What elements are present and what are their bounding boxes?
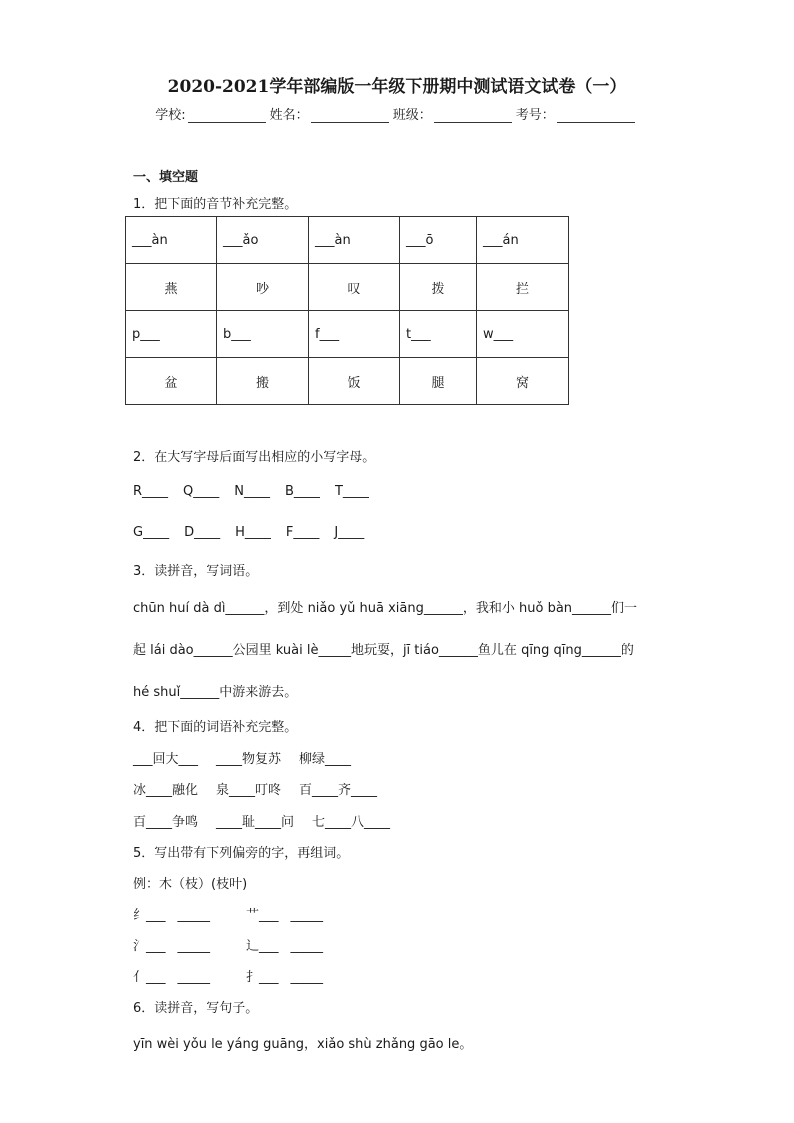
word-blank[interactable]: _____ [177,908,211,923]
table-cell[interactable]: t___ [400,311,477,358]
letter-blank[interactable]: H____ [235,525,271,540]
q3-line-2[interactable]: 起 lái dào______公园里 kuài lè_____地玩耍，jī tiáo______鱼儿在 qīng qīng______的 [133,643,634,658]
idiom-blank[interactable]: 百____齐____ [299,783,378,798]
q5-row-3 [133,966,323,985]
table-cell: 窝 [477,358,569,405]
table-cell: 拦 [477,264,569,311]
word-blank[interactable]: _____ [177,970,211,985]
class-blank[interactable] [434,108,512,123]
exam-title: 2020-2021学年部编版一年级下册期中测试语文试卷（一） [167,77,627,97]
section-fill-in: 一、填空题 [133,170,199,185]
word-blank[interactable]: _____ [290,939,324,954]
letter-blank[interactable]: T____ [334,484,369,499]
q3-line-1[interactable]: chūn huí dà dì______，到处 niǎo yǔ huā xiāng______，我和小 huǒ bàn______们一 [133,601,638,616]
table-cell: 拨 [400,264,477,311]
q2-row-2 [133,525,364,540]
table-cell: 叹 [309,264,400,311]
school-blank[interactable] [188,108,266,123]
q4-row-3 [133,811,390,830]
radical-blank[interactable]: 纟___ [133,908,166,923]
radical-blank[interactable]: 亻___ [133,970,166,985]
radical-blank[interactable]: 艹___ [246,908,279,923]
table-cell[interactable]: ___án [477,217,569,264]
q6-pinyin-line: yīn wèi yǒu le yáng guāng，xiǎo shù zhǎng gāo le。 [133,1037,473,1052]
table-cell[interactable]: ___àn [126,217,217,264]
letter-blank[interactable]: N____ [234,484,271,499]
idiom-blank[interactable]: ___回大___ [133,752,199,767]
letter-blank[interactable]: G____ [133,525,170,540]
idiom-blank[interactable]: 柳绿____ [299,752,352,767]
table-cell: 吵 [217,264,309,311]
word-blank[interactable]: _____ [290,970,324,985]
table-cell[interactable]: ___ǎo [217,217,309,264]
name-blank[interactable] [311,108,389,123]
letter-blank[interactable]: D____ [184,525,221,540]
table-cell: 搬 [217,358,309,405]
student-info-line [0,104,794,123]
table-cell: 腿 [400,358,477,405]
q2-row-1 [133,484,369,499]
idiom-blank[interactable]: ____物复苏 [216,752,282,767]
table-cell[interactable]: ___àn [309,217,400,264]
letter-blank[interactable]: F____ [285,525,320,540]
number-label: 考号： [515,108,555,123]
q4-prompt: 4．把下面的词语补充完整。 [133,720,298,735]
table-cell: 饭 [309,358,400,405]
table-row [126,311,569,358]
q4-row-2 [133,779,377,798]
idiom-blank[interactable]: ____耻____问 [216,815,295,830]
table-cell[interactable]: ___ō [400,217,477,264]
q5-row-2 [133,935,323,954]
table-cell: 盆 [126,358,217,405]
table-row [126,358,569,405]
table-cell[interactable]: b___ [217,311,309,358]
table-cell: 燕 [126,264,217,311]
table-row [126,264,569,311]
idiom-blank[interactable]: 百____争鸣 [133,815,199,830]
table-cell[interactable]: p___ [126,311,217,358]
q5-example: 例：木（枝）(枝叶) [133,877,248,892]
syllable-table [125,216,569,405]
table-cell[interactable]: w___ [477,311,569,358]
q3-prompt: 3．读拼音，写词语。 [133,564,259,579]
class-label: 班级： [392,108,432,123]
idiom-blank[interactable]: 冰____融化 [133,783,199,798]
word-blank[interactable]: _____ [290,908,324,923]
q4-row-1 [133,748,351,767]
q1-prompt: 1．把下面的音节补充完整。 [133,197,298,212]
radical-blank[interactable]: 氵___ [133,939,166,954]
q6-prompt: 6．读拼音，写句子。 [133,1001,259,1016]
q5-prompt: 5．写出带有下列偏旁的字，再组词。 [133,846,350,861]
number-blank[interactable] [557,108,635,123]
school-label: 学校: [155,108,186,123]
q5-row-1 [133,904,323,923]
q2-prompt: 2．在大写字母后面写出相应的小写字母。 [133,450,376,465]
q3-line-3[interactable]: hé shuǐ______中游来游去。 [133,685,298,700]
radical-blank[interactable]: 扌___ [246,970,279,985]
letter-blank[interactable]: J____ [334,525,365,540]
letter-blank[interactable]: Q____ [183,484,220,499]
table-row [126,217,569,264]
radical-blank[interactable]: 辶___ [246,939,279,954]
idiom-blank[interactable]: 七____八____ [312,815,391,830]
name-label: 姓名： [269,108,309,123]
letter-blank[interactable]: B____ [285,484,320,499]
idiom-blank[interactable]: 泉____叮咚 [216,783,282,798]
word-blank[interactable]: _____ [177,939,211,954]
letter-blank[interactable]: R____ [133,484,169,499]
table-cell[interactable]: f___ [309,311,400,358]
